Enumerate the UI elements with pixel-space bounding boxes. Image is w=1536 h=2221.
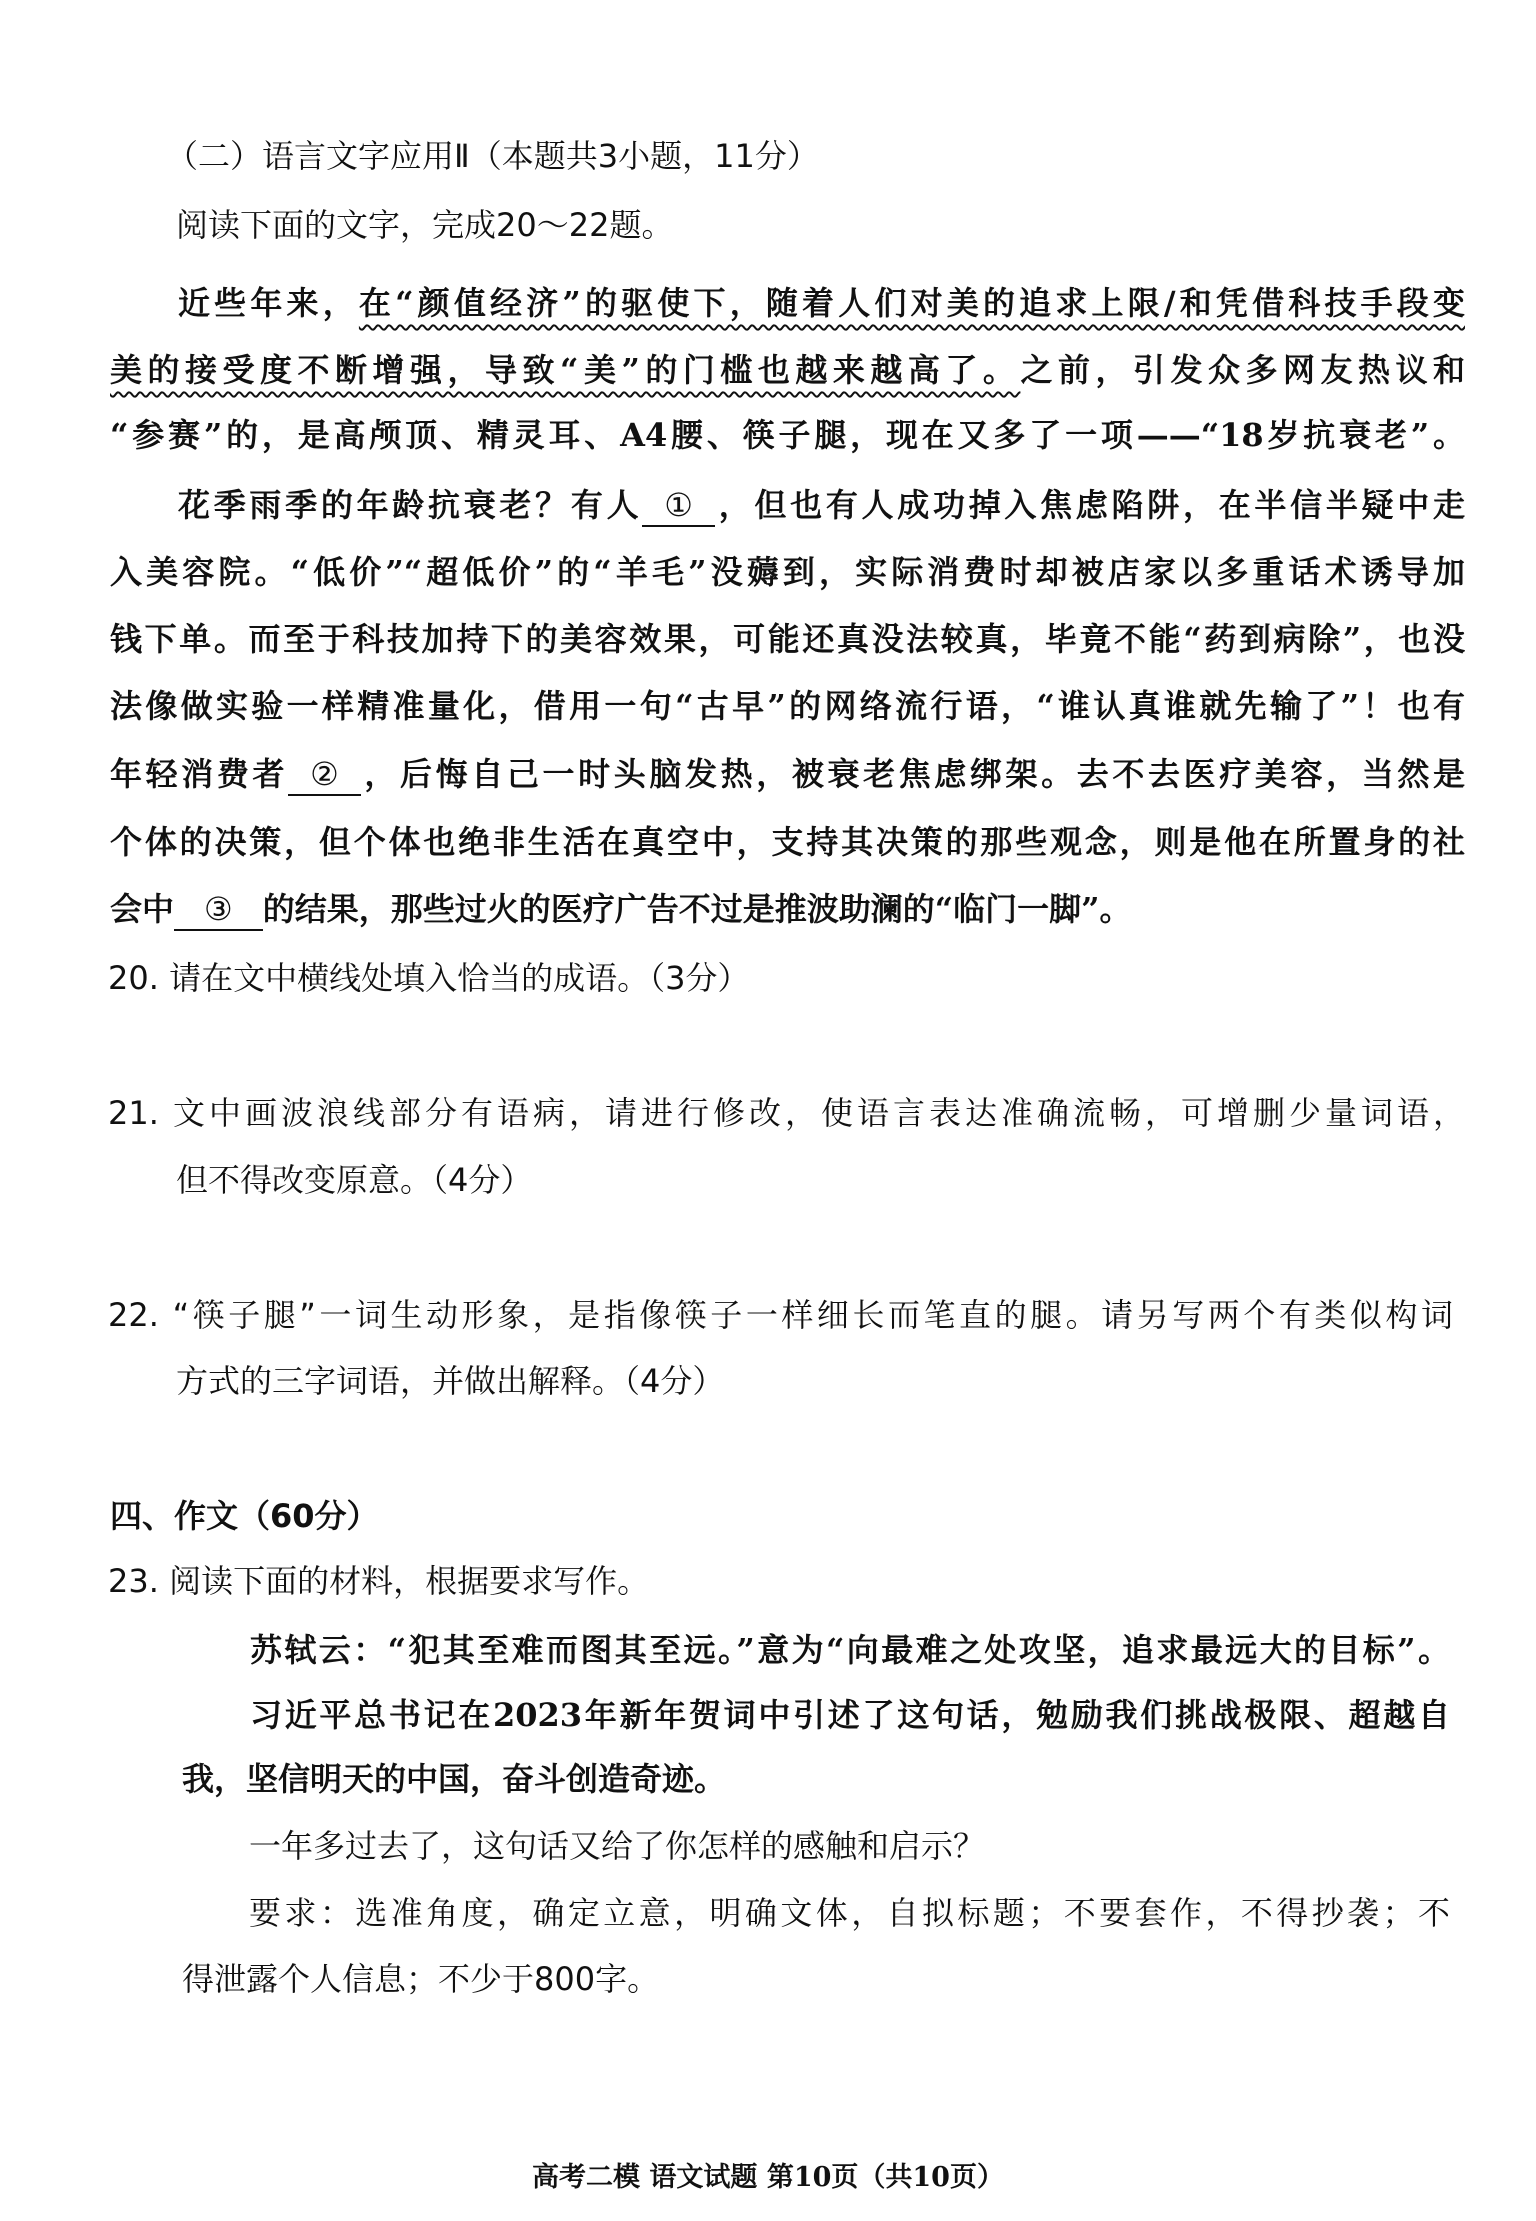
essay-question: 一年多过去了，这句话又给了你怎样的感触和启示？ bbox=[249, 1827, 986, 1865]
fill-blank-2: ② bbox=[288, 754, 361, 796]
text: 花季雨季的年龄抗衰老？有人 bbox=[178, 486, 643, 524]
question-21-line-2: 但不得改变原意。（4分） bbox=[176, 1161, 533, 1199]
essay-material-line: 我，坚信明天的中国，奋斗创造奇迹。 bbox=[182, 1760, 727, 1798]
question-22-line-2: 方式的三字词语，并做出解释。（4分） bbox=[176, 1362, 725, 1400]
wavy-underlined-text: 在“颜值经济”的驱使下，随着人们对美的追求上限/和凭借科技手段变 bbox=[358, 284, 1465, 322]
essay-material-line: 习近平总书记在2023年新年贺词中引述了这句话，勉励我们挑战极限、超越自 bbox=[250, 1696, 1450, 1734]
passage-line: 钱下单。而至于科技加持下的美容效果，可能还真没法较真，毕竟不能“药到病除”，也没 bbox=[110, 620, 1465, 658]
text: 的结果，那些过火的医疗广告不过是推波助澜的“临门一脚”。 bbox=[262, 890, 1132, 928]
wavy-underlined-text: 美的接受度不断增强，导致“美”的门槛也越来越高了。 bbox=[110, 351, 1021, 389]
essay-requirements-line-2: 得泄露个人信息；不少于800字。 bbox=[182, 1960, 660, 1998]
passage-line bbox=[110, 887, 1132, 931]
text: ，后悔自己一时头脑发热，被衰老焦虑绑架。去不去医疗美容，当然是 bbox=[360, 755, 1465, 793]
essay-material-line: 苏轼云：“犯其至难而图其至远。”意为“向最难之处攻坚，追求最远大的目标”。 bbox=[250, 1631, 1450, 1669]
passage-line bbox=[178, 483, 1465, 527]
text: 近些年来， bbox=[178, 284, 359, 322]
text: ，但也有人成功掉入焦虑陷阱，在半信半疑中走 bbox=[714, 486, 1465, 524]
question-22-line-1: 22. “筷子腿”一词生动形象，是指像筷子一样细长而笔直的腿。请另写两个有类似构词 bbox=[108, 1296, 1453, 1334]
essay-requirements-line-1: 要求：选准角度，确定立意，明确文体，自拟标题；不要套作，不得抄袭；不 bbox=[249, 1894, 1450, 1932]
text: 年轻消费者 bbox=[110, 755, 289, 793]
passage-line: 法像做实验一样精准量化，借用一句“古早”的网络流行语，“谁认真谁就先输了”！也有 bbox=[110, 687, 1465, 725]
passage-line: 入美容院。“低价”“超低价”的“羊毛”没薅到，实际消费时却被店家以多重话术诱导加 bbox=[110, 553, 1465, 591]
question-21-line-1: 21. 文中画波浪线部分有语病，请进行修改，使语言表达准确流畅，可增删少量词语， bbox=[108, 1094, 1465, 1132]
passage-line bbox=[110, 752, 1465, 796]
passage-line bbox=[178, 281, 1465, 325]
page-footer: 高考二模 语文试题 第10页（共10页） bbox=[532, 2162, 1004, 2193]
question-20: 20. 请在文中横线处填入恰当的成语。（3分） bbox=[108, 959, 750, 997]
essay-prompt: 23. 阅读下面的材料，根据要求写作。 bbox=[108, 1562, 650, 1600]
essay-heading: 四、作文（60分） bbox=[110, 1497, 379, 1535]
section-heading: （二）语言文字应用Ⅱ（本题共3小题，11分） bbox=[166, 137, 819, 175]
text: 之前，引发众多网友热议和 bbox=[1020, 351, 1465, 389]
fill-blank-1: ① bbox=[642, 485, 715, 527]
instruction: 阅读下面的文字，完成20～22题。 bbox=[176, 206, 674, 244]
passage-line: “参赛”的，是高颅顶、精灵耳、A4腰、筷子腿，现在又多了一项——“18岁抗衰老”。 bbox=[110, 416, 1465, 454]
fill-blank-3: ③ bbox=[174, 889, 263, 931]
passage-line: 个体的决策，但个体也绝非生活在真空中，支持其决策的那些观念，则是他在所置身的社 bbox=[110, 823, 1465, 861]
passage-line bbox=[110, 348, 1465, 392]
text: 会中 bbox=[110, 890, 175, 928]
